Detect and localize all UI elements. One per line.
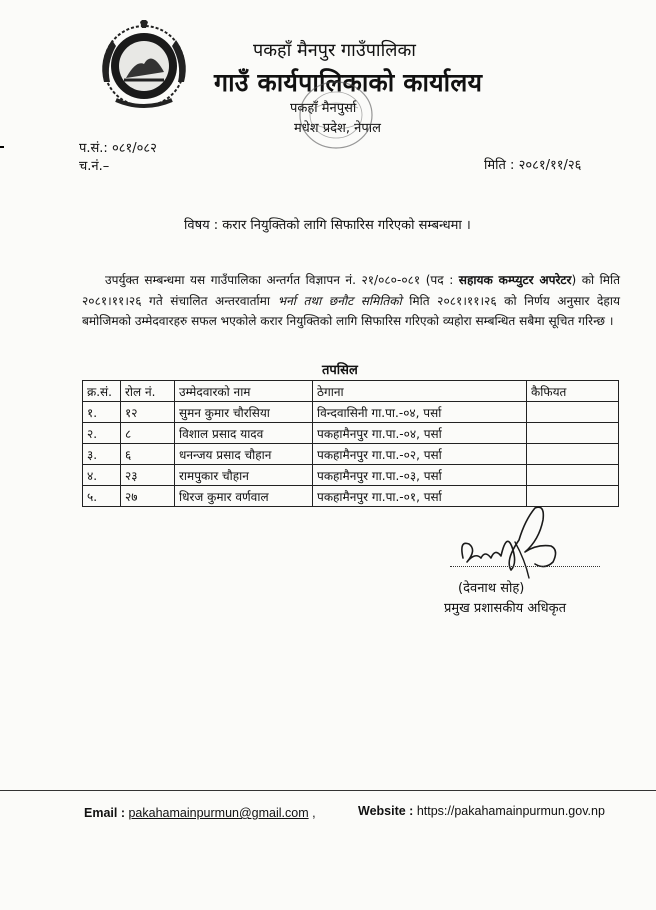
table-header-row xyxy=(83,381,619,402)
cell-roll: २३ xyxy=(121,465,175,486)
body-part-1: उपर्युक्त सम्बन्धमा यस गाउँपालिका अन्तर्गत विज्ञापन नं. २१/०८०-०८१ (पद : xyxy=(105,273,459,287)
header-remarks: कैफियत xyxy=(527,381,619,402)
post-title: सहायक कम्प्युटर अपरेटर xyxy=(458,273,572,287)
letter-date: मिति : २०८१/११/२६ xyxy=(484,158,582,173)
header-roll: रोल नं. xyxy=(121,381,175,402)
office-title: गाउँ कार्यपालिकाको कार्यालय xyxy=(214,68,483,97)
footer-website xyxy=(358,804,605,818)
reference-number: प.सं.: ०८१/०८२ xyxy=(79,141,157,156)
cell-roll: २७ xyxy=(121,486,175,507)
cell-remarks xyxy=(527,444,619,465)
table-row xyxy=(83,402,619,423)
candidate-table xyxy=(82,380,619,507)
header-address: ठेगाना xyxy=(313,381,527,402)
letter-body xyxy=(82,270,620,332)
cell-address: पकहामैनपुर गा.पा.-०४, पर्सा xyxy=(313,423,527,444)
cell-sn: १. xyxy=(83,402,121,423)
cell-name: धनन्जय प्रसाद चौहान xyxy=(175,444,313,465)
header-sn: क्र.सं. xyxy=(83,381,121,402)
website-label: Website : xyxy=(358,804,414,818)
signer-name: (देवनाथ सोह) xyxy=(458,581,525,596)
edge-mark xyxy=(0,146,4,148)
cell-roll: १२ xyxy=(121,402,175,423)
committee-name: भर्ना तथा छनौट समितिको xyxy=(277,293,402,308)
footer-divider xyxy=(0,790,656,791)
cell-address: पकहामैनपुर गा.पा.-०२, पर्सा xyxy=(313,444,527,465)
address-line-1: पकहाँ मैनपुर्सा xyxy=(290,101,357,116)
table-row xyxy=(83,444,619,465)
cell-name: रामपुकार चौहान xyxy=(175,465,313,486)
org-name: पकहाँ मैनपुर गाउँपालिका xyxy=(253,40,416,61)
cell-remarks xyxy=(527,465,619,486)
website-link[interactable]: https://pakahamainpurmun.gov.np xyxy=(416,804,605,818)
table-row xyxy=(83,423,619,444)
cell-remarks xyxy=(527,402,619,423)
cell-address: विन्दवासिनी गा.पा.-०४, पर्सा xyxy=(313,402,527,423)
cell-sn: ४. xyxy=(83,465,121,486)
table-title: तपसिल xyxy=(322,363,358,378)
nepal-emblem-icon xyxy=(96,20,192,112)
office-stamp-icon xyxy=(288,78,384,152)
body-part-2: ) को मिति २०८१।११।२६ गते संचालित अन्तरवार्तामा xyxy=(82,273,621,308)
cell-name: विशाल प्रसाद यादव xyxy=(175,423,313,444)
cell-name: धिरज कुमार वर्णवाल xyxy=(175,486,313,507)
cell-remarks xyxy=(527,423,619,444)
handwritten-signature-icon xyxy=(455,500,565,580)
cell-sn: ५. xyxy=(83,486,121,507)
table-row xyxy=(83,465,619,486)
signer-title: प्रमुख प्रशासकीय अधिकृत xyxy=(444,601,567,616)
cell-address: पकहामैनपुर गा.पा.-०१, पर्सा xyxy=(313,486,527,507)
body-part-3: मिति २०८१।११।२६ को निर्णय अनुसार देहाय बमोजिमको उम्मेदवारहरु सफल भएकोले करार नियुक्तिको लागि सिफारिस गरिएको व्यहोरा सम्बन्धित सबैमा सूचित गरिन्छ । xyxy=(82,293,620,328)
header-name: उम्मेदवारको नाम xyxy=(175,381,313,402)
cell-sn: ३. xyxy=(83,444,121,465)
signature-line xyxy=(450,566,600,567)
cell-roll: ८ xyxy=(121,423,175,444)
cell-roll: ६ xyxy=(121,444,175,465)
email-link[interactable]: pakahamainpurmun@gmail.com xyxy=(128,806,309,820)
email-label: Email : xyxy=(84,806,125,820)
cell-sn: २. xyxy=(83,423,121,444)
address-line-2: मधेश प्रदेश, नेपाल xyxy=(294,121,381,136)
subject-line: विषय : करार नियुक्तिको लागि सिफारिस गरिएको सम्बन्धमा । xyxy=(184,218,471,233)
cell-name: सुमन कुमार चौरसिया xyxy=(175,402,313,423)
footer-email xyxy=(84,806,316,820)
cell-address: पकहामैनपुर गा.पा.-०३, पर्सा xyxy=(313,465,527,486)
email-separator: , xyxy=(308,806,316,820)
dispatch-number: च.नं.– xyxy=(79,159,110,174)
